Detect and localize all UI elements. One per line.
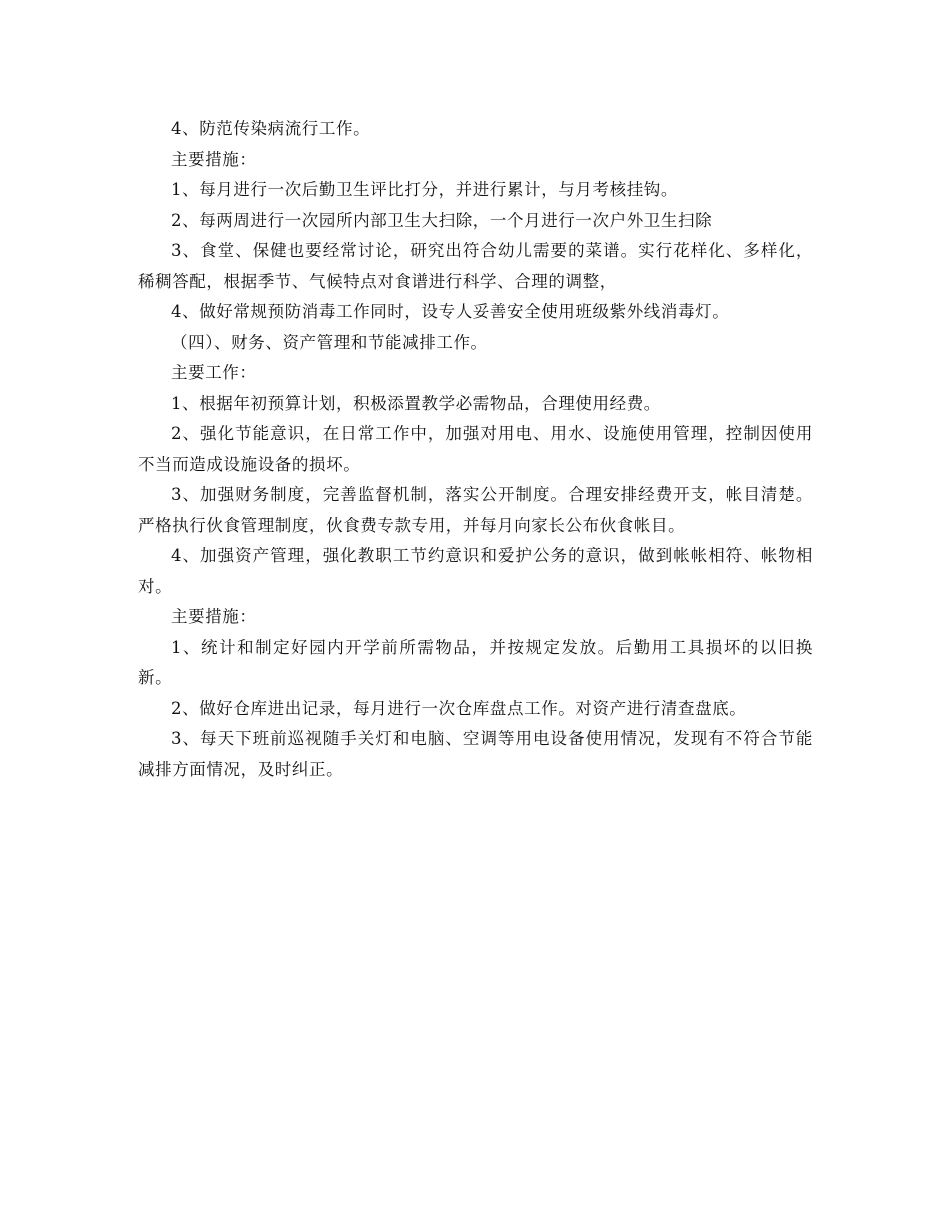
- paragraph-measure-3: 3、食堂、保健也要经常讨论，研究出符合幼儿需要的菜谱。实行花样化、多样化，稀稠答配，根据季节、气候特点对食谱进行科学、合理的调整，: [138, 241, 813, 291]
- paragraph-work-1: 1、根据年初预算计划，积极添置教学必需物品，合理使用经费。: [171, 393, 661, 413]
- paragraph-main-measures-heading-2: 主要措施：: [171, 607, 257, 626]
- paragraph-main-measures-heading: 主要措施：: [171, 149, 257, 169]
- paragraph-main-work-heading: 主要工作：: [171, 363, 257, 382]
- paragraph-finance-measure-2: 2、做好仓库进出记录，每月进行一次仓库盘点工作。对资产进行清查盘底。: [171, 698, 747, 718]
- paragraph-measure-4: 4、做好常规预防消毒工作同时，设专人妥善安全使用班级紫外线消毒灯。: [171, 302, 730, 321]
- paragraph-finance-measure-3: 3、每天下班前巡视随手关灯和电脑、空调等用电设备使用情况，发现有不符合节能减排方面情况，及时纠正。: [138, 729, 813, 779]
- section-heading-finance: （四）、财务、资产管理和节能减排工作。: [171, 332, 488, 352]
- paragraph-work-4: 4、加强资产管理，强化教职工节约意识和爱护公务的意识，做到帐帐相符、帐物相对。: [138, 546, 813, 596]
- paragraph-finance-measure-1: 1、统计和制定好园内开学前所需物品，并按规定发放。后勤用工具损坏的以旧换新。: [138, 637, 813, 687]
- paragraph-work-3: 3、加强财务制度，完善监督机制，落实公开制度。合理安排经费开支，帐目清楚。严格执行伙食管理制度，伙食费专款专用，并每月向家长公布伙食帐目。: [138, 485, 813, 535]
- document-body: [138, 114, 813, 785]
- paragraph-disease-prevention-item: 4、防范传染病流行工作。: [171, 119, 371, 138]
- paragraph-measure-2: 2、每两周进行一次园所内部卫生大扫除，一个月进行一次户外卫生扫除: [171, 210, 713, 230]
- paragraph-measure-1: 1、每月进行一次后勤卫生评比打分，并进行累计，与月考核挂钩。: [171, 180, 678, 199]
- paragraph-work-2: 2、强化节能意识，在日常工作中，加强对用电、用水、设施使用管理，控制因使用不当而造成设施设备的损坏。: [138, 424, 813, 474]
